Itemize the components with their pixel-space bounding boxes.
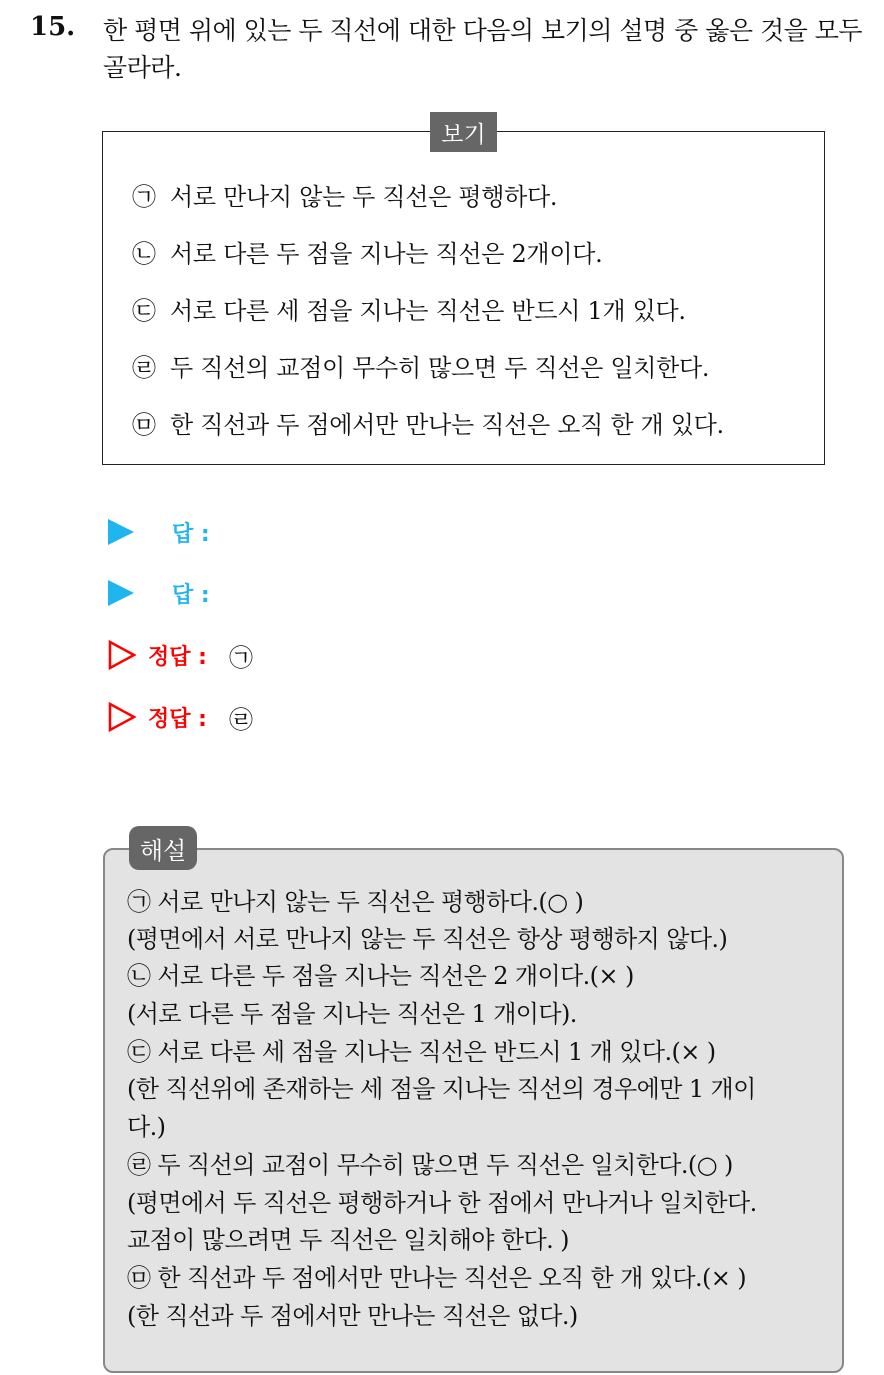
correct-answer-label: 정답 : — [148, 644, 207, 670]
bogi-item — [132, 237, 602, 271]
bogi-marker: ㉠ — [132, 183, 156, 211]
question-number: 15. — [30, 12, 76, 42]
haeseol-line: ㉡ 서로 다른 두 점을 지나는 직선은 2 개이다.(× ) — [127, 962, 634, 990]
bogi-item-text: 서로 다른 세 점을 지나는 직선은 반드시 1개 있다. — [170, 297, 686, 325]
bogi-marker: ㉣ — [132, 354, 156, 382]
play-outline-icon — [108, 702, 136, 732]
haeseol-line: (평면에서 서로 만나지 않는 두 직선은 항상 평행하지 않다.) — [127, 925, 728, 953]
bogi-item-text: 두 직선의 교점이 무수히 많으면 두 직선은 일치한다. — [170, 354, 710, 382]
haeseol-line: 교점이 많으려면 두 직선은 일치해야 한다. ) — [127, 1226, 569, 1254]
haeseol-line: ㉤ 한 직선과 두 점에서만 만나는 직선은 오직 한 개 있다.(× ) — [127, 1264, 747, 1292]
bogi-marker: ㉢ — [132, 297, 156, 325]
bogi-item — [132, 180, 557, 214]
play-filled-icon — [108, 580, 134, 606]
bogi-item — [132, 351, 709, 385]
answer-label: 답 : — [172, 521, 210, 547]
haeseol-line: 다.) — [127, 1113, 166, 1141]
haeseol-line: ㉣ 두 직선의 교점이 무수히 많으면 두 직선은 일치한다.(○ ) — [127, 1151, 733, 1179]
haeseol-line: (평면에서 두 직선은 평행하거나 한 점에서 만나거나 일치한다. — [127, 1189, 757, 1217]
bogi-item-text: 서로 만나지 않는 두 직선은 평행하다. — [170, 183, 558, 211]
correct-answer-row — [108, 637, 253, 673]
play-outline-icon — [108, 640, 136, 670]
haeseol-line: ㉠ 서로 만나지 않는 두 직선은 평행하다.(○ ) — [127, 888, 584, 916]
haeseol-line: (한 직선과 두 점에서만 만나는 직선은 없다.) — [127, 1302, 578, 1330]
bogi-item — [132, 294, 686, 328]
bogi-label: 보기 — [430, 112, 497, 152]
haeseol-label: 해설 — [129, 826, 197, 870]
bogi-item — [132, 408, 724, 442]
correct-answer-label: 정답 : — [148, 706, 207, 732]
correct-answer-value: ㉠ — [228, 643, 253, 672]
answer-row — [108, 575, 210, 611]
play-filled-icon — [108, 519, 134, 545]
answer-label: 답 : — [172, 582, 210, 608]
bogi-item-text: 서로 다른 두 점을 지나는 직선은 2개이다. — [170, 240, 603, 268]
haeseol-line: (서로 다른 두 점을 지나는 직선은 1 개이다). — [127, 1000, 577, 1028]
bogi-item-text: 한 직선과 두 점에서만 만나는 직선은 오직 한 개 있다. — [170, 411, 724, 439]
question-text: 한 평면 위에 있는 두 직선에 대한 다음의 보기의 설명 중 옳은 것을 모두 골라라. — [103, 16, 863, 82]
haeseol-line: (한 직선위에 존재하는 세 점을 지나는 직선의 경우에만 1 개이 — [127, 1075, 756, 1103]
correct-answer-value: ㉣ — [228, 705, 253, 734]
bogi-marker: ㉤ — [132, 411, 156, 439]
haeseol-line: ㉢ 서로 다른 세 점을 지나는 직선은 반드시 1 개 있다.(× ) — [127, 1038, 716, 1066]
correct-answer-row — [108, 699, 253, 735]
answer-row — [108, 514, 210, 550]
bogi-marker: ㉡ — [132, 240, 156, 268]
